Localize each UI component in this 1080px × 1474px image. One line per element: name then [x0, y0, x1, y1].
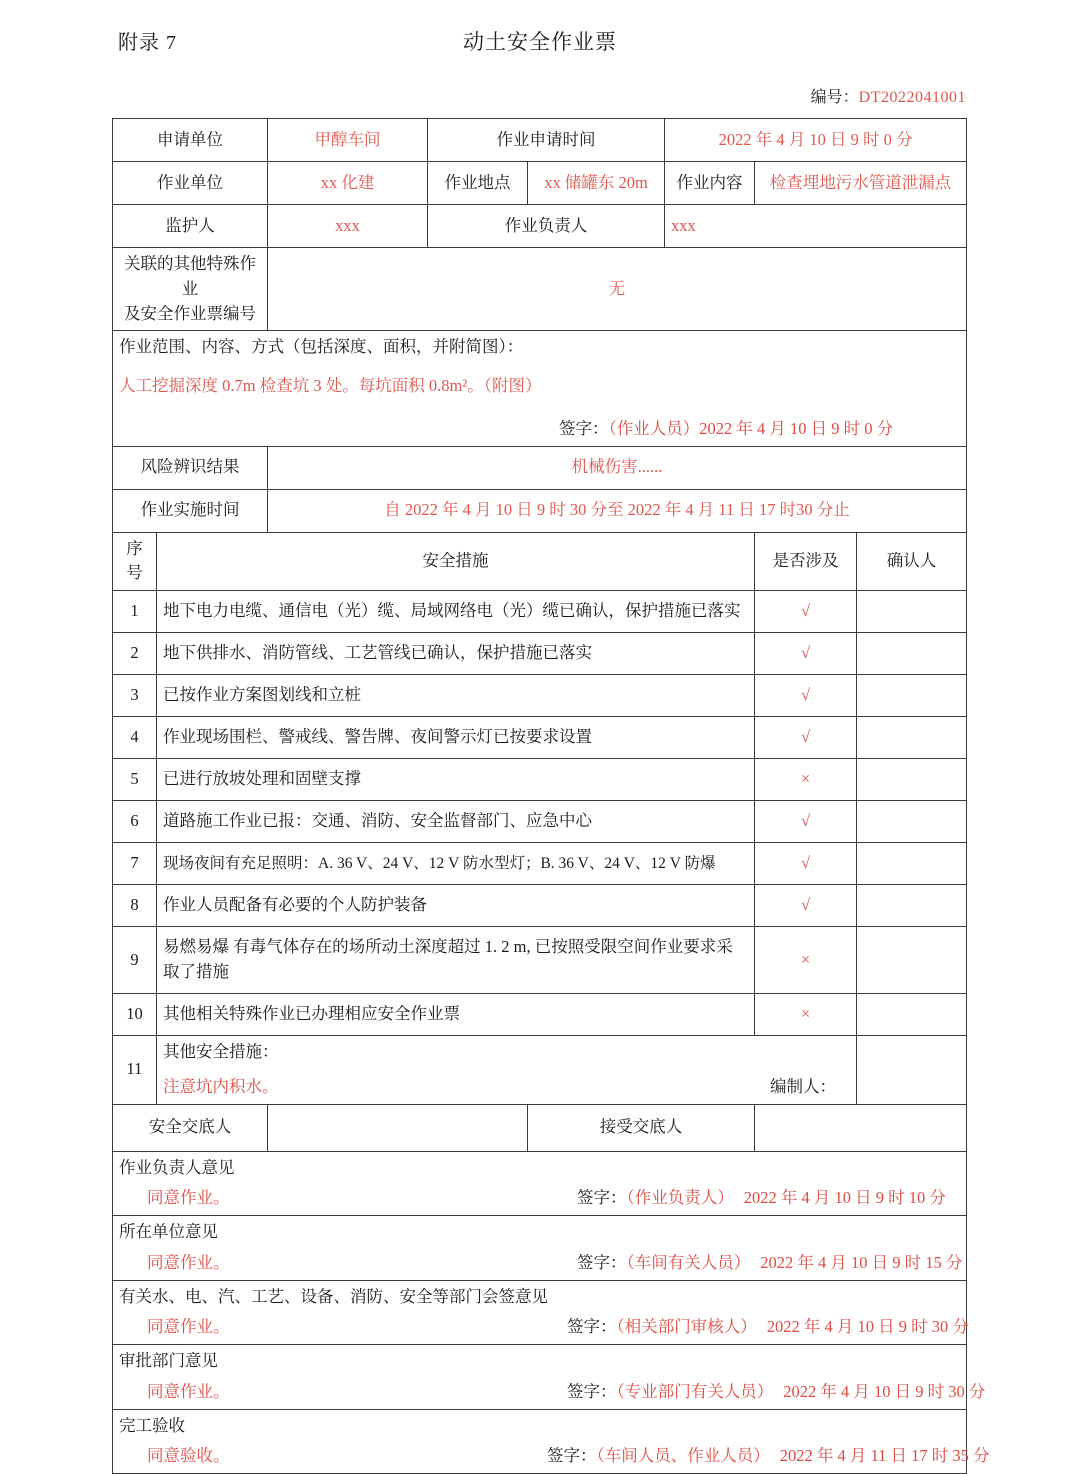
ticket-number-value: DT2022041001 — [858, 89, 966, 106]
opinion-agree[interactable]: 同意作业。 — [147, 1252, 230, 1272]
table-row-opinion — [113, 1345, 967, 1410]
table-row-opinion — [113, 1151, 967, 1216]
disclosure-receiver-label: 接受交底人 — [528, 1104, 755, 1151]
measure-applicable-mark[interactable]: √ — [755, 675, 857, 717]
applicant-unit-value[interactable]: 甲醇车间 — [268, 119, 428, 162]
table-row-opinion — [113, 1280, 967, 1345]
table-row-scope — [113, 331, 967, 446]
measure-text: 道路施工作业已报：交通、消防、安全监督部门、应急中心 — [157, 801, 755, 843]
other-measures-note[interactable]: 注意坑内积水。 — [163, 1076, 279, 1096]
opinion-title: 有关水、电、汽、工艺、设备、消防、安全等部门会签意见 — [119, 1286, 548, 1306]
appendix-label: 附录 7 — [118, 32, 177, 54]
related-permits-value[interactable]: 无 — [268, 248, 967, 331]
opinion-signature-date[interactable]: 2022 年 4 月 10 日 9 时 10 分 — [743, 1188, 946, 1208]
opinion-signature-role[interactable]: （相关部门审核人） — [616, 1317, 757, 1337]
opinion-cell-departments — [113, 1280, 967, 1345]
table-row — [113, 633, 967, 675]
measure-applicable-mark[interactable]: × — [755, 759, 857, 801]
measure-applicable-mark[interactable]: √ — [755, 885, 857, 927]
leader-value[interactable]: xxx — [665, 205, 967, 248]
measure-text: 作业现场围栏、警戒线、警告牌、夜间警示灯已按要求设置 — [157, 717, 755, 759]
measure-no: 3 — [113, 675, 157, 717]
opinion-agree[interactable]: 同意作业。 — [147, 1188, 230, 1208]
page-title: 动土安全作业票 — [463, 30, 617, 54]
opinion-signature-label: 签字： — [567, 1381, 617, 1401]
work-content-value[interactable]: 检查埋地污水管道泄漏点 — [755, 162, 967, 205]
opinion-agree[interactable]: 同意验收。 — [147, 1446, 230, 1466]
table-row — [113, 927, 967, 994]
scope-title: 作业范围、内容、方式（包括深度、面积，并附简图）： — [119, 337, 524, 357]
measure-no: 5 — [113, 759, 157, 801]
measure-no: 6 — [113, 801, 157, 843]
table-row — [113, 885, 967, 927]
measures-header-applicable: 是否涉及 — [755, 532, 857, 591]
measure-text: 已按作业方案图划线和立桩 — [157, 675, 755, 717]
measure-no: 7 — [113, 843, 157, 885]
work-place-value[interactable]: xx 储罐东 20m — [528, 162, 665, 205]
related-permits-label-line1: 关联的其他特殊作业 — [124, 254, 256, 298]
leader-label: 作业负责人 — [428, 205, 665, 248]
other-measures-title: 其他安全措施： — [163, 1042, 279, 1061]
opinion-signature — [297, 1251, 962, 1276]
guardian-label: 监护人 — [113, 205, 268, 248]
measure-no: 4 — [113, 717, 157, 759]
work-permit-table — [112, 118, 990, 1474]
measure-applicable-mark[interactable]: × — [755, 927, 857, 994]
opinion-title: 所在单位意见 — [119, 1222, 218, 1241]
opinion-signature-label: 签字： — [547, 1446, 597, 1466]
opinion-signature-label: 签字： — [567, 1317, 617, 1337]
other-measures-confirmer[interactable] — [857, 1036, 967, 1105]
measure-confirmer[interactable] — [857, 675, 967, 717]
work-place-label: 作业地点 — [428, 162, 528, 205]
table-row-risk — [113, 446, 967, 489]
opinion-title: 审批部门意见 — [119, 1351, 218, 1370]
related-permits-label — [113, 248, 268, 331]
table-row — [113, 591, 967, 633]
measures-header-measure: 安全措施 — [157, 532, 755, 591]
opinion-title: 作业负责人意见 — [119, 1157, 235, 1177]
measure-text: 已进行放坡处理和固壁支撑 — [157, 759, 755, 801]
table-row — [113, 675, 967, 717]
work-unit-label: 作业单位 — [113, 162, 268, 205]
table-row — [113, 801, 967, 843]
opinion-title: 完工验收 — [119, 1415, 185, 1435]
apply-time-label: 作业申请时间 — [428, 119, 665, 162]
measure-applicable-mark[interactable]: × — [755, 994, 857, 1036]
table-row-work-unit — [113, 162, 967, 205]
measure-confirmer[interactable] — [857, 633, 967, 675]
measure-no: 8 — [113, 885, 157, 927]
measure-applicable-mark[interactable]: √ — [755, 633, 857, 675]
measure-confirmer[interactable] — [857, 994, 967, 1036]
measure-text: 地下电力电缆、通信电（光）缆、局域网络电（光）缆已确认，保护措施已落实 — [157, 591, 755, 633]
opinion-signature — [297, 1186, 960, 1211]
work-content-label: 作业内容 — [665, 162, 755, 205]
disclosure-giver-value[interactable] — [268, 1104, 528, 1151]
opinion-signature-label: 签字： — [577, 1252, 627, 1272]
disclosure-receiver-value[interactable] — [755, 1104, 967, 1151]
measure-no: 1 — [113, 591, 157, 633]
scope-signature-label: 签字： — [559, 418, 609, 438]
opinion-signature — [297, 1380, 985, 1405]
opinion-signature-date[interactable]: 2022 年 4 月 10 日 9 时 30 分 — [766, 1317, 969, 1337]
table-row — [113, 759, 967, 801]
opinion-signature-date[interactable]: 2022 年 4 月 10 日 9 时 30 分 — [783, 1381, 986, 1401]
exec-time-value[interactable]: 自 2022 年 4 月 10 日 9 时 30 分至 2022 年 4 月 11 日 17 时30 分止 — [268, 489, 967, 532]
disclosure-giver-label: 安全交底人 — [113, 1104, 268, 1151]
ticket-number — [811, 84, 966, 107]
opinion-cell-leader — [113, 1151, 967, 1216]
measure-text: 其他相关特殊作业已办理相应安全作业票 — [157, 994, 755, 1036]
measure-applicable-mark[interactable]: √ — [755, 843, 857, 885]
opinion-cell-approval — [113, 1345, 986, 1410]
measure-applicable-mark[interactable]: √ — [755, 591, 857, 633]
opinion-cell-completion — [113, 1409, 990, 1474]
risk-value[interactable]: 机械伤害...... — [268, 446, 967, 489]
applicant-unit-label: 申请单位 — [113, 119, 268, 162]
risk-label: 风险辨识结果 — [113, 446, 268, 489]
exec-time-label: 作业实施时间 — [113, 489, 268, 532]
opinion-signature — [297, 1315, 969, 1340]
measures-header-row — [113, 532, 967, 591]
table-row-exec-time — [113, 489, 967, 532]
opinion-signature-date[interactable]: 2022 年 4 月 10 日 9 时 15 分 — [760, 1252, 963, 1272]
editor-label: 编制人： — [770, 1076, 836, 1096]
measure-confirmer[interactable] — [857, 759, 967, 801]
scope-cell — [113, 331, 967, 446]
work-unit-value[interactable]: xx 化建 — [268, 162, 428, 205]
table-row-related-permits — [113, 248, 967, 331]
table-row — [113, 843, 967, 885]
scope-signature-value[interactable]: （作业人员）2022 年 4 月 10 日 9 时 0 分 — [608, 418, 894, 438]
document-header — [0, 0, 1080, 106]
related-permits-label-line2: 及安全作业票编号 — [124, 303, 256, 323]
opinion-signature-role[interactable]: （车间有关人员） — [626, 1252, 751, 1272]
measure-no: 10 — [113, 994, 157, 1036]
opinion-signature-role[interactable]: （专业部门有关人员） — [616, 1381, 774, 1401]
opinion-signature-role[interactable]: （车间人员、作业人员） — [596, 1446, 770, 1466]
measure-text: 易燃易爆 有毒气体存在的场所动土深度超过 1. 2 m, 已按照受限空间作业要求采 取了措施 — [157, 927, 755, 994]
measures-header-no: 序号 — [113, 532, 157, 591]
table-row-opinion — [113, 1216, 967, 1281]
measure-confirmer[interactable] — [857, 885, 967, 927]
scope-signature — [119, 417, 960, 442]
table-row-applicant — [113, 119, 967, 162]
opinion-cell-unit — [113, 1216, 967, 1281]
ticket-number-label: 编号： — [810, 89, 859, 106]
measure-confirmer[interactable] — [857, 591, 967, 633]
measure-applicable-mark[interactable]: √ — [755, 717, 857, 759]
measure-applicable-mark[interactable]: √ — [755, 801, 857, 843]
table-row-disclosure — [113, 1104, 967, 1151]
opinion-signature-label: 签字： — [577, 1188, 627, 1208]
measure-confirmer[interactable] — [857, 927, 967, 994]
table-row — [113, 994, 967, 1036]
measure-confirmer[interactable] — [857, 801, 967, 843]
apply-time-value[interactable]: 2022 年 4 月 10 日 9 时 0 分 — [665, 119, 967, 162]
opinion-signature — [297, 1444, 990, 1469]
measure-no: 2 — [113, 633, 157, 675]
other-measures-cell — [157, 1036, 857, 1105]
measure-no: 9 — [113, 927, 157, 994]
measure-confirmer[interactable] — [857, 843, 967, 885]
measure-text: 地下供排水、消防管线、工艺管线已确认，保护措施已落实 — [157, 633, 755, 675]
measures-header-confirmer: 确认人 — [857, 532, 967, 591]
table-row-opinion — [113, 1409, 967, 1474]
opinion-signature-role[interactable]: （作业负责人） — [626, 1188, 734, 1208]
measure-confirmer[interactable] — [857, 717, 967, 759]
opinion-agree[interactable]: 同意作业。 — [147, 1317, 230, 1337]
other-measures-no: 11 — [113, 1036, 157, 1105]
opinion-signature-date[interactable]: 2022 年 4 月 11 日 17 时 35 分 — [779, 1446, 990, 1466]
table-row-guardian — [113, 205, 967, 248]
measure-text: 现场夜间有充足照明：A. 36 V、24 V、12 V 防水型灯；B. 36 V、24 V、12 V 防爆 — [157, 843, 755, 885]
scope-content[interactable]: 人工挖掘深度 0.7m 检查坑 3 处。每坑面积 0.8m²。（附图） — [119, 376, 542, 395]
measure-text: 作业人员配备有必要的个人防护装备 — [157, 885, 755, 927]
table-row — [113, 717, 967, 759]
guardian-value[interactable]: xxx — [268, 205, 428, 248]
opinion-agree[interactable]: 同意作业。 — [147, 1381, 230, 1401]
table-row-other-measures — [113, 1036, 967, 1105]
